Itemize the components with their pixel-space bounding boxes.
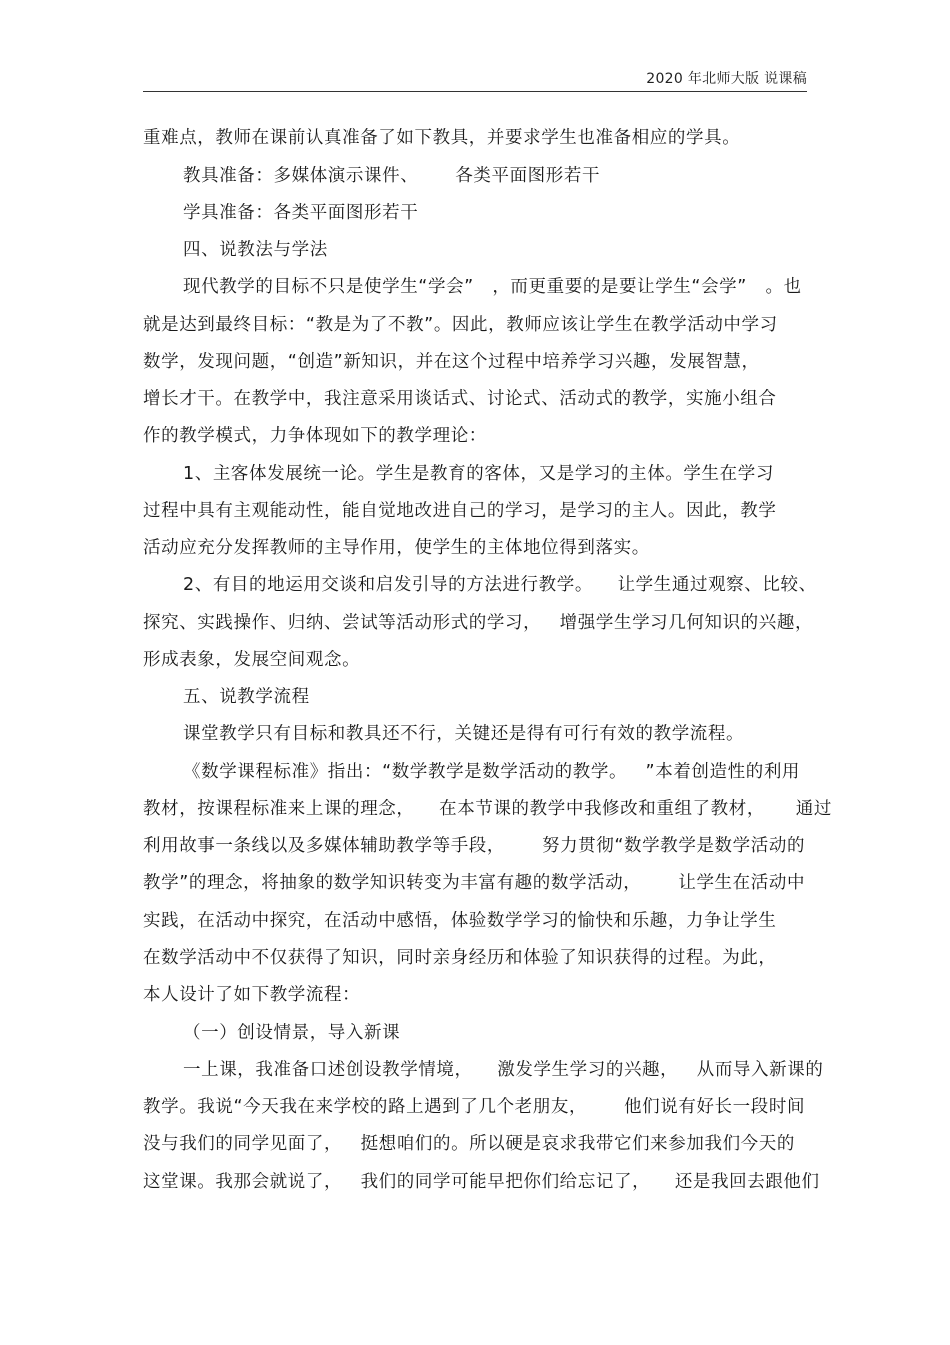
text-line: 就是达到最终目标：“教是为了不教”。因此，教师应该让学生在教学活动中学习 [143, 315, 778, 335]
text-line: 这堂课。我那会就说了， 我们的同学可能早把你们给忘记了， 还是我回去跟他们 [143, 1172, 820, 1192]
text-line: 过程中具有主观能动性，能自觉地改进自己的学习，是学习的主人。因此，教学 [143, 501, 777, 521]
text-line: 教学”的理念，将抽象的数学知识转变为丰富有趣的数学活动， 让学生在活动中 [143, 873, 806, 893]
text-line: 实践，在活动中探究，在活动中感悟，体验数学学习的愉快和乐趣，力争让学生 [143, 911, 777, 931]
text-line: 教具准备：多媒体演示课件、 各类平面图形若干 [183, 166, 601, 186]
text-line: 数学，发现问题，“创造”新知识，并在这个过程中培养学习兴趣，发展智慧， [143, 352, 760, 372]
text-line: 《数学课程标准》指出：“数学教学是数学活动的教学。 ”本着创造性的利用 [183, 762, 801, 782]
text-line: 教材，按课程标准来上课的理念， 在本节课的教学中我修改和重组了教材， 通过 [143, 799, 832, 819]
text-line: 形成表象，发展空间观念。 [143, 650, 361, 670]
header-title: 2020 年北师大版 说课稿 [646, 71, 807, 87]
text-line: 教学。我说“今天我在来学校的路上遇到了几个老朋友， 他们说有好长一段时间 [143, 1097, 806, 1117]
text-line: 没与我们的同学见面了， 挺想咱们的。所以硬是哀求我带它们来参加我们今天的 [143, 1134, 795, 1154]
section-heading: 四、说教法与学法 [183, 240, 328, 260]
text-line: 活动应充分发挥教师的主导作用，使学生的主体地位得到落实。 [143, 538, 650, 558]
text-line: 重难点，教师在课前认真准备了如下教具，并要求学生也准备相应的学具。 [143, 128, 741, 148]
subsection-heading: （一）创设情景，导入新课 [183, 1023, 401, 1043]
text-line: 在数学活动中不仅获得了知识，同时亲身经历和体验了知识获得的过程。为此， [143, 948, 777, 968]
text-line: 作的教学模式，力争体现如下的教学理论： [143, 426, 487, 446]
page-header [143, 60, 807, 92]
header-rule [143, 91, 807, 92]
text-line: 一上课，我准备口述创设教学情境， 激发学生学习的兴趣， 从而导入新课的 [183, 1060, 824, 1080]
text-line: 探究、实践操作、归纳、尝试等活动形式的学习， 增强学生学习几何知识的兴趣， [143, 613, 814, 633]
text-line: 课堂教学只有目标和教具还不行，关键还是得有可行有效的教学流程。 [183, 724, 745, 744]
text-line: 2、有目的地运用交谈和启发引导的方法进行教学。 让学生通过观察、比较、 [183, 575, 817, 595]
section-heading: 五、说教学流程 [183, 687, 310, 707]
text-line: 利用故事一条线以及多媒体辅助教学等手段， 努力贯彻“数学教学是数学活动的 [143, 836, 806, 856]
text-line: 1、主客体发展统一论。学生是教育的客体，又是学习的主体。学生在学习 [183, 464, 774, 484]
text-line: 现代教学的目标不只是使学生“学会” ，而更重要的是要让学生“会学” 。也 [183, 277, 802, 297]
text-line: 学具准备：各类平面图形若干 [183, 203, 419, 223]
text-line: 增长才干。在教学中，我注意采用谈话式、讨论式、活动式的教学，实施小组合 [143, 389, 777, 409]
text-line: 本人设计了如下教学流程： [143, 985, 361, 1005]
